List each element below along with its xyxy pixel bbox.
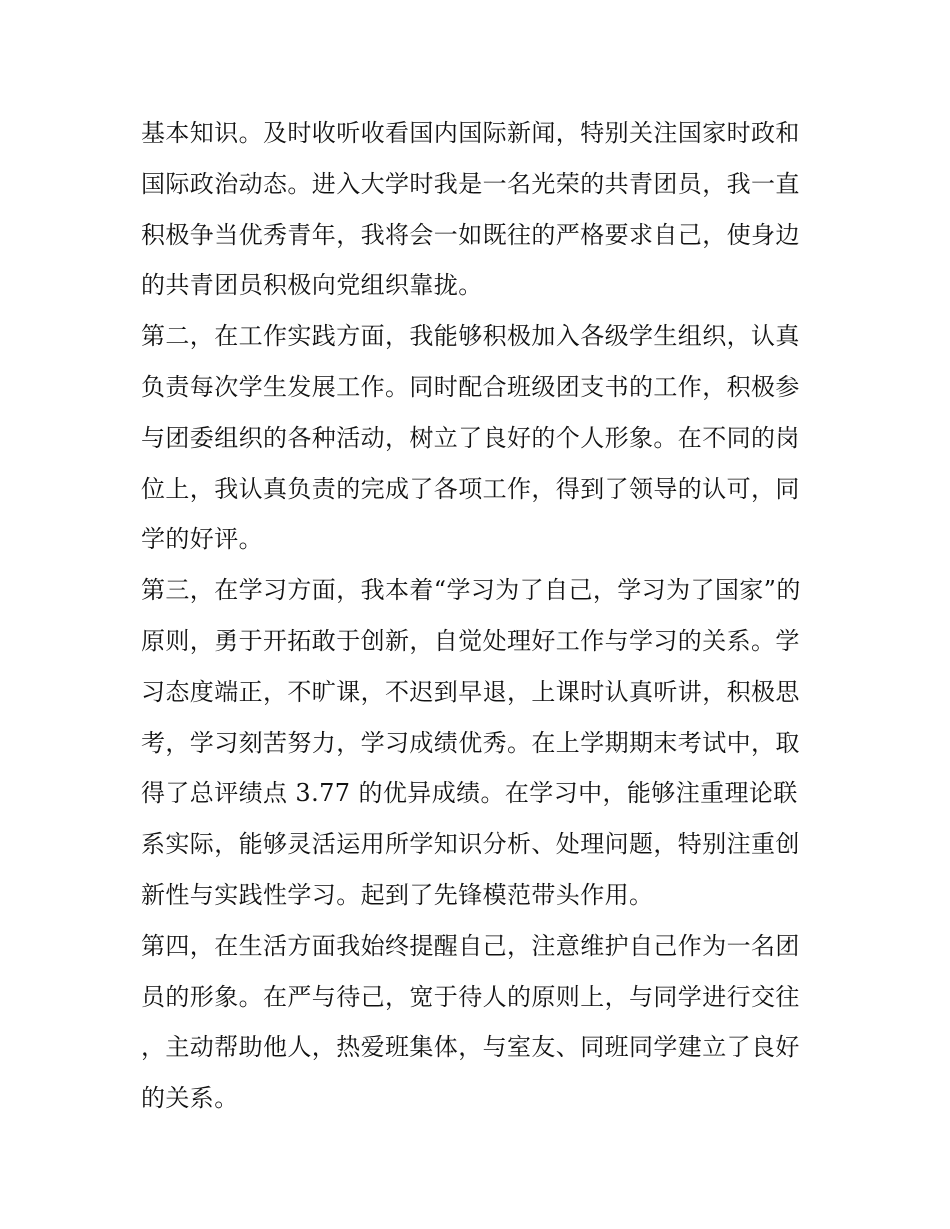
text-line-16: 新性与实践性学习。起到了先锋模范带头作用。 — [141, 880, 654, 909]
text-line-14: 得了总评绩点 3.77 的优异成绩。在学习中，能够注重理论联 — [141, 779, 798, 808]
body-text — [141, 108, 821, 1124]
text-line-4: 的共青团员积极向党组织靠拢。 — [141, 271, 483, 300]
text-line-8: 位上，我认真负责的完成了各项工作，得到了领导的认可，同 — [141, 474, 800, 503]
text-line-12: 习态度端正，不旷课，不迟到早退，上课时认真听讲，积极思 — [141, 677, 800, 706]
text-line-7: 与团委组织的各种活动，树立了良好的个人形象。在不同的岗 — [141, 423, 800, 452]
text-line-20: 的关系。 — [141, 1084, 239, 1113]
text-line-1: 基本知识。及时收听收看国内国际新闻，特别关注国家时政和 — [141, 119, 800, 147]
text-line-5: 第二，在工作实践方面，我能够积极加入各级学生组织，认真 — [141, 322, 800, 351]
text-line-15: 系实际，能够灵活运用所学知识分析、处理问题，特别注重创 — [141, 830, 800, 859]
text-line-2: 国际政治动态。进入大学时我是一名光荣的共青团员，我一直 — [141, 169, 800, 198]
text-line-19: ，主动帮助他人，热爱班集体，与室友、同班同学建立了良好 — [141, 1033, 800, 1062]
text-line-18: 员的形象。在严与待己，宽于待人的原则上，与同学进行交往 — [141, 982, 800, 1011]
text-line-10: 第三，在学习方面，我本着“学习为了自己，学习为了国家”的 — [141, 576, 801, 605]
text-line-17: 第四，在生活方面我始终提醒自己，注意维护自己作为一名团 — [141, 931, 800, 960]
text-line-11: 原则，勇于开拓敢于创新，自觉处理好工作与学习的关系。学 — [141, 626, 800, 655]
text-line-9: 学的好评。 — [141, 525, 263, 554]
text-line-13: 考，学习刻苦努力，学习成绩优秀。在上学期期末考试中，取 — [141, 728, 800, 757]
text-line-3: 积极争当优秀青年，我将会一如既往的严格要求自己，使身边 — [141, 220, 800, 249]
text-line-6: 负责每次学生发展工作。同时配合班级团支书的工作，积极参 — [141, 372, 800, 401]
